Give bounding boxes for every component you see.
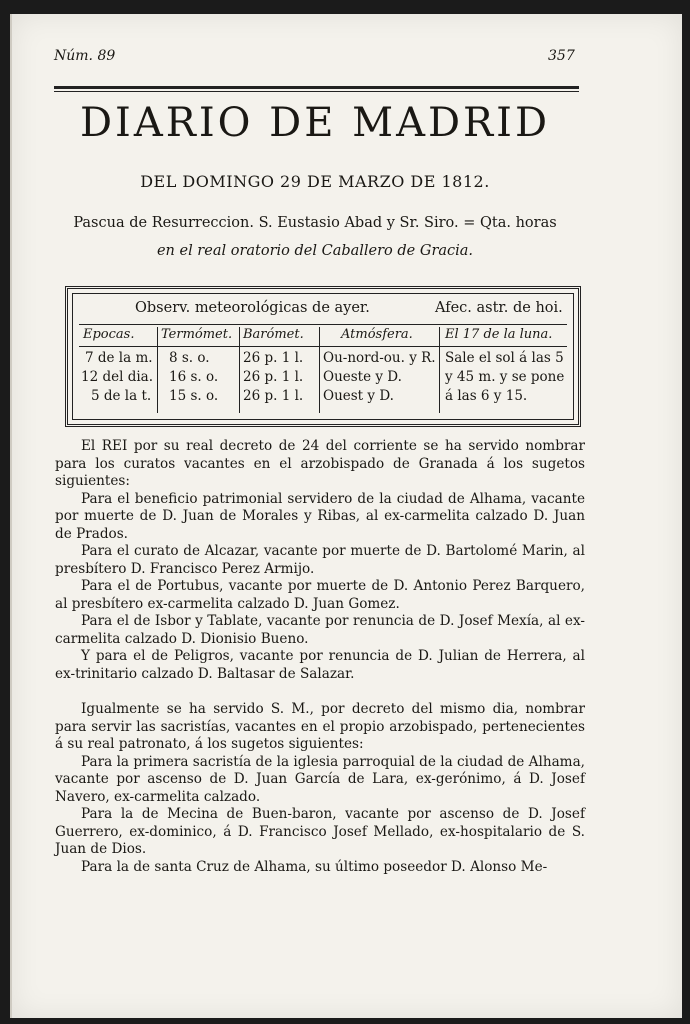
page-number: 357 — [548, 48, 575, 64]
paragraph: Para la de Mecina de Buen-baron, vacante por ascenso de D. Josef Guerrero, ex-dominico, á D. Francisco Josef Mellado, ex-hospitalario de S. Juan de Dios. — [55, 806, 585, 857]
row2-epoca: 12 del dia. — [81, 369, 154, 385]
weather-divider — [79, 324, 567, 325]
row3-epoca: 5 de la t. — [91, 388, 152, 404]
col-sep — [439, 327, 440, 413]
row2-baro: 26 p. 1 l. — [243, 369, 304, 385]
header-rule-thin — [54, 91, 579, 92]
col-barometro: Barómet. — [243, 327, 304, 342]
weather-table — [65, 286, 581, 427]
saints-line-1: Pascua de Resurreccion. S. Eustasio Abad y Sr. Siro. = Qta. horas — [73, 215, 557, 231]
row3-atmos: Ouest y D. — [323, 388, 394, 404]
weather-heading-right: Afec. astr. de hoi. — [435, 300, 563, 316]
issue-number: Núm. 89 — [54, 48, 116, 64]
saints-line-2: en el real oratorio del Caballero de Gracia. — [156, 243, 474, 259]
article-body — [55, 438, 585, 876]
row1-termo: 8 s. o. — [169, 350, 210, 366]
row1-atmos: Ou-nord-ou. y R. — [323, 350, 436, 366]
paragraph: Igualmente se ha servido S. M., por decreto del mismo dia, nombrar para servir las sacristías, vacantes en el propio arzobispado, pertenecientes á su real patronato, á los sugetos siguientes: — [55, 701, 585, 752]
col-epocas: Epocas. — [83, 327, 135, 342]
paragraph: Para la de santa Cruz de Alhama, su último poseedor D. Alonso Me- — [81, 858, 548, 875]
luna-line-3: á las 6 y 15. — [445, 388, 528, 404]
weather-divider-2 — [79, 346, 567, 347]
col-sep — [239, 327, 240, 413]
weather-table-inner-border — [72, 293, 574, 420]
paragraph: Para la primera sacristía de la iglesia parroquial de la ciudad de Alhama, vacante por ascenso de D. Juan García de Lara, ex-gerónimo, á D. Josef Navero, ex-carmelita calzado. — [55, 753, 585, 805]
row1-baro: 26 p. 1 l. — [243, 350, 304, 366]
col-sep — [157, 327, 158, 413]
luna-line-1: Sale el sol á las 5 — [445, 350, 564, 366]
row3-termo: 15 s. o. — [169, 388, 219, 404]
col-luna: El 17 de la luna. — [445, 327, 553, 342]
weather-heading-left: Observ. meteorológicas de ayer. — [135, 300, 370, 316]
col-termometro: Termómet. — [161, 327, 233, 342]
row2-termo: 16 s. o. — [169, 369, 219, 385]
col-sep — [319, 327, 320, 413]
header-rule — [54, 86, 579, 89]
paragraph: Para el de Isbor y Tablate, vacante por renuncia de D. Josef Mexía, al ex-carmelita calzado D. Dionisio Bueno. — [55, 613, 585, 647]
paragraph: Para el curato de Alcazar, vacante por muerte de D. Bartolomé Marin, al presbítero D. Francisco Perez Armijo. — [55, 543, 585, 577]
issue-date: DEL DOMINGO 29 DE MARZO DE 1812. — [140, 172, 490, 191]
row1-epoca: 7 de la m. — [85, 350, 153, 366]
col-atmosfera: Atmósfera. — [341, 327, 413, 342]
row2-atmos: Oueste y D. — [323, 369, 402, 385]
row3-baro: 26 p. 1 l. — [243, 388, 304, 404]
luna-line-2: y 45 m. y se pone — [445, 369, 565, 385]
paragraph: Y para el de Peligros, vacante por renuncia de D. Julian de Herrera, al ex-trinitario calzado D. Baltasar de Salazar. — [55, 648, 585, 682]
paragraph: Para el de Portubus, vacante por muerte de D. Antonio Perez Barquero, al presbítero ex-carmelita calzado D. Juan Gomez. — [55, 578, 585, 612]
masthead-title: DIARIO DE MADRID — [79, 100, 551, 146]
paragraph: El REI por su real decreto de 24 del corriente se ha servido nombrar para los curatos vacantes en el arzobispado de Granada á los sugetos siguientes: — [55, 438, 585, 489]
paragraph: Para el beneficio patrimonial servidero de la ciudad de Alhama, vacante por muerte de D. Juan de Morales y Ribas, al ex-carmelita calzado D. Juan de Prados. — [55, 490, 585, 542]
